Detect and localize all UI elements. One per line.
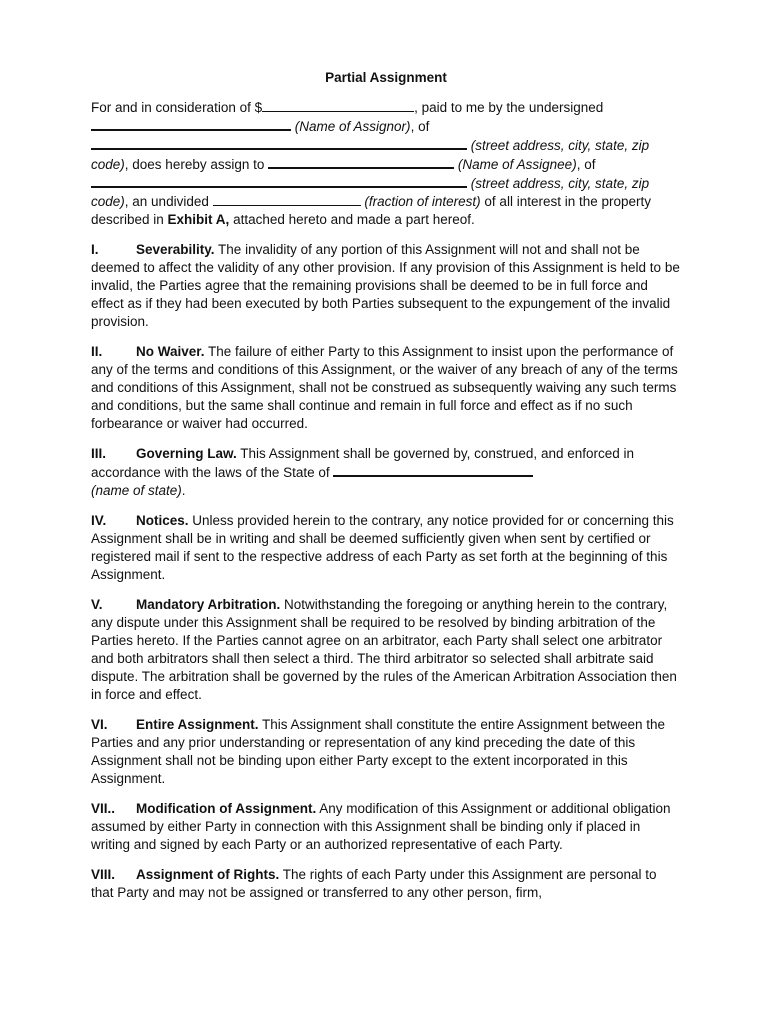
code-label: code) <box>91 194 125 209</box>
section-text: Unless provided herein to the contrary, any notice provided for or concerning this Assignment shall be in writing and shall be deemed sufficiently given when sent by certified or registered mail if sent to the respective address of each Party as set forth at the beginning of this Assignment. <box>91 513 674 582</box>
section-text: Any modification of this Assignment or additional obligation assumed by either Party in connection with this Assignment shall be binding only if placed in writing and signed by each Party or an authorized representative of each Party. <box>91 801 671 852</box>
intro-paragraph <box>91 99 681 229</box>
intro-text: , of <box>576 157 596 172</box>
intro-text: For and in consideration of $ <box>91 100 263 115</box>
section-modification <box>91 800 681 854</box>
section-severability <box>91 241 681 331</box>
section-heading: Assignment of Rights. <box>136 867 280 882</box>
section-no-waiver <box>91 343 681 433</box>
assignor-label: (Name of Assignor) <box>294 119 411 134</box>
section-notices <box>91 512 681 584</box>
assignor-address-blank[interactable] <box>91 136 467 150</box>
section-text: . <box>181 483 186 498</box>
intro-text: , does hereby assign to <box>124 157 269 172</box>
fraction-blank[interactable] <box>213 193 361 206</box>
section-heading: Entire Assignment. <box>136 717 259 732</box>
section-heading: No Waiver. <box>136 344 205 359</box>
section-heading: Governing Law. <box>136 446 237 461</box>
section-number: III. <box>91 446 107 461</box>
section-governing-law <box>91 445 681 500</box>
intro-text: , of <box>410 119 430 134</box>
amount-blank[interactable] <box>262 99 414 112</box>
state-label: (name of state) <box>91 483 182 498</box>
intro-text: of all interest in the property described in <box>91 194 652 227</box>
document-body <box>91 68 681 914</box>
section-text: The rights of each Party under this Assignment are personal to that Party and may not be assigned or transferred to any other person, firm, <box>91 867 657 900</box>
section-text: This Assignment shall be governed by, construed, and enforced in accordance with the laws of the State of <box>91 446 635 480</box>
intro-text: , paid to me by the undersigned <box>414 100 604 115</box>
document-title: Partial Assignment <box>325 70 447 85</box>
section-number: V. <box>91 597 103 612</box>
section-number: IV. <box>91 513 107 528</box>
fraction-label: (fraction of interest) <box>364 194 481 209</box>
section-heading: Modification of Assignment. <box>136 801 317 816</box>
assignee-name-blank[interactable] <box>268 155 454 169</box>
assignee-label: (Name of Assignee) <box>457 157 577 172</box>
section-number: I. <box>91 242 99 257</box>
code-label: code) <box>91 157 125 172</box>
intro-text: attached hereto and made a part hereof. <box>229 212 475 227</box>
section-number: VII.. <box>91 801 116 816</box>
section-number: II. <box>91 344 103 359</box>
section-entire-assignment <box>91 716 681 788</box>
section-heading: Mandatory Arbitration. <box>136 597 281 612</box>
state-name-blank[interactable] <box>333 463 533 477</box>
section-number: VI. <box>91 717 108 732</box>
section-text: This Assignment shall constitute the entire Assignment between the Parties and any prior understanding or representation of any kind preceding the date of this Assignment shall not be binding upon either Party except to the extent incorporated in this Assignment. <box>91 717 666 786</box>
section-text: The failure of either Party to this Assignment to insist upon the performance of any of the terms and conditions of this Assignment, or the waiver of any breach of any of the terms and conditions of this Assignment, shall not be construed as subsequently waiving any such terms and conditions, but the same shall continue and remain in full force and effect as if no such forbearance or waiver had occurred. <box>91 344 678 431</box>
section-mandatory-arbitration <box>91 596 681 704</box>
intro-text: , an undivided <box>124 194 213 209</box>
section-heading: Severability. <box>136 242 215 257</box>
section-number: VIII. <box>91 867 116 882</box>
assignor-name-blank[interactable] <box>91 117 291 131</box>
section-assignment-of-rights <box>91 866 681 902</box>
assignee-address-blank[interactable] <box>91 174 467 188</box>
section-heading: Notices. <box>136 513 189 528</box>
section-text: Notwithstanding the foregoing or anything herein to the contrary, any dispute under this Assignment shall be required to be resolved by binding arbitration of the Parties hereto. If the Parties cannot agree on an arbitrator, each Party shall select one arbitrator and both arbitrators shall then select a third. The third arbitrator so selected shall arbitrate said dispute. The arbitration shall be governed by the rules of the American Arbitration Association then in force and effect. <box>91 597 677 702</box>
address-label: (street address, city, state, zip <box>470 138 650 153</box>
section-text: The invalidity of any portion of this Assignment will not and shall not be deemed to affect the validity of any other provision. If any provision of this Assignment is held to be invalid, the Parties agree that the remaining provisions shall be deemed to be in full force and effect as if they had been executed by both Parties subsequent to the expungement of the invalid provision. <box>91 242 680 329</box>
exhibit-reference: Exhibit A, <box>167 212 230 227</box>
address-label: (street address, city, state, zip <box>470 176 650 191</box>
